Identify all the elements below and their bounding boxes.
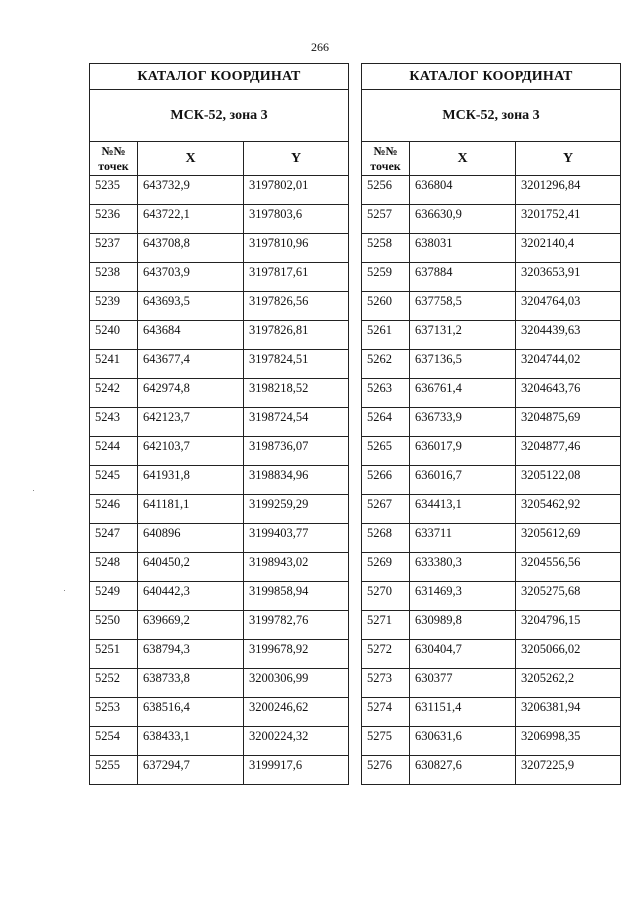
table-row: [362, 350, 621, 379]
point-number-header-line1: №№: [101, 143, 126, 158]
y-coordinate-cell: 3199259,29: [244, 495, 349, 524]
y-coordinate-cell: 3207225,9: [516, 756, 621, 785]
point-number-cell: 5276: [362, 756, 410, 785]
y-coordinate-cell: 3198736,07: [244, 437, 349, 466]
y-coordinate-cell: 3204764,03: [516, 292, 621, 321]
point-number-cell: 5271: [362, 611, 410, 640]
point-number-cell: 5254: [90, 727, 138, 756]
y-coordinate-cell: 3205462,92: [516, 495, 621, 524]
y-coordinate-cell: 3197810,96: [244, 234, 349, 263]
point-number-cell: 5252: [90, 669, 138, 698]
y-coordinate-cell: 3204556,56: [516, 553, 621, 582]
coordinate-system-zone: МСК-52, зона 3: [90, 90, 349, 142]
page-number: 266: [311, 40, 329, 54]
y-coordinate-cell: 3202140,4: [516, 234, 621, 263]
table-row: [362, 379, 621, 408]
table-row: [90, 466, 349, 495]
y-header: Y: [516, 142, 621, 176]
x-coordinate-cell: 641931,8: [138, 466, 244, 495]
x-coordinate-cell: 633711: [410, 524, 516, 553]
point-number-cell: 5244: [90, 437, 138, 466]
table-row: [362, 176, 621, 205]
point-number-cell: 5235: [90, 176, 138, 205]
point-number-cell: 5262: [362, 350, 410, 379]
x-coordinate-cell: 638031: [410, 234, 516, 263]
y-coordinate-cell: 3199678,92: [244, 640, 349, 669]
y-coordinate-cell: 3201296,84: [516, 176, 621, 205]
x-coordinate-cell: 630989,8: [410, 611, 516, 640]
point-number-cell: 5266: [362, 466, 410, 495]
table-row: [362, 669, 621, 698]
point-number-cell: 5273: [362, 669, 410, 698]
table-row: [90, 698, 349, 727]
point-number-cell: 5272: [362, 640, 410, 669]
y-coordinate-cell: 3204744,02: [516, 350, 621, 379]
x-coordinate-cell: 637131,2: [410, 321, 516, 350]
x-coordinate-cell: 631151,4: [410, 698, 516, 727]
table-row: [90, 495, 349, 524]
y-coordinate-cell: 3199858,94: [244, 582, 349, 611]
catalog-title: КАТАЛОГ КООРДИНАТ: [90, 64, 349, 90]
x-coordinate-cell: 637136,5: [410, 350, 516, 379]
point-number-header: [90, 142, 138, 176]
x-coordinate-cell: 631469,3: [410, 582, 516, 611]
x-coordinate-cell: 637884: [410, 263, 516, 292]
point-number-header: [362, 142, 410, 176]
point-number-cell: 5247: [90, 524, 138, 553]
x-coordinate-cell: 640450,2: [138, 553, 244, 582]
point-number-cell: 5274: [362, 698, 410, 727]
y-coordinate-cell: 3204439,63: [516, 321, 621, 350]
point-number-cell: 5248: [90, 553, 138, 582]
table-row: [362, 524, 621, 553]
point-number-cell: 5261: [362, 321, 410, 350]
x-coordinate-cell: 643722,1: [138, 205, 244, 234]
table-row: [362, 408, 621, 437]
table-row: [362, 698, 621, 727]
point-number-cell: 5269: [362, 553, 410, 582]
point-number-cell: 5270: [362, 582, 410, 611]
x-coordinate-cell: 643684: [138, 321, 244, 350]
x-coordinate-cell: 642974,8: [138, 379, 244, 408]
catalog-title: КАТАЛОГ КООРДИНАТ: [362, 64, 621, 90]
y-coordinate-cell: 3205262,2: [516, 669, 621, 698]
point-number-header-line2: точек: [370, 158, 401, 173]
y-coordinate-cell: 3198724,54: [244, 408, 349, 437]
table-row: [90, 234, 349, 263]
table-row: [90, 582, 349, 611]
point-number-cell: 5263: [362, 379, 410, 408]
y-coordinate-cell: 3203653,91: [516, 263, 621, 292]
table-row: [90, 437, 349, 466]
point-number-cell: 5255: [90, 756, 138, 785]
point-number-cell: 5267: [362, 495, 410, 524]
y-coordinate-cell: 3198834,96: [244, 466, 349, 495]
y-coordinate-cell: 3198943,02: [244, 553, 349, 582]
table-row: [90, 263, 349, 292]
table-row: [362, 756, 621, 785]
y-coordinate-cell: 3197824,51: [244, 350, 349, 379]
point-number-header-line1: №№: [373, 143, 398, 158]
table-body: [90, 176, 349, 785]
y-coordinate-cell: 3197803,6: [244, 205, 349, 234]
margin-speck: [33, 490, 34, 491]
table-row: [362, 611, 621, 640]
table-row: [90, 553, 349, 582]
x-coordinate-cell: 634413,1: [410, 495, 516, 524]
y-coordinate-cell: 3201752,41: [516, 205, 621, 234]
y-coordinate-cell: 3206998,35: [516, 727, 621, 756]
point-number-cell: 5249: [90, 582, 138, 611]
table-row: [90, 176, 349, 205]
x-coordinate-cell: 640442,3: [138, 582, 244, 611]
point-number-cell: 5241: [90, 350, 138, 379]
point-number-cell: 5257: [362, 205, 410, 234]
x-coordinate-cell: 639669,2: [138, 611, 244, 640]
table-row: [362, 466, 621, 495]
table-body: [362, 176, 621, 785]
y-coordinate-cell: 3205066,02: [516, 640, 621, 669]
point-number-cell: 5242: [90, 379, 138, 408]
x-coordinate-cell: 630404,7: [410, 640, 516, 669]
x-coordinate-cell: 636016,7: [410, 466, 516, 495]
table-row: [362, 234, 621, 263]
coordinate-system-zone: МСК-52, зона 3: [362, 90, 621, 142]
x-coordinate-cell: 637758,5: [410, 292, 516, 321]
x-coordinate-cell: 630827,6: [410, 756, 516, 785]
point-number-cell: 5275: [362, 727, 410, 756]
point-number-cell: 5238: [90, 263, 138, 292]
x-coordinate-cell: 630631,6: [410, 727, 516, 756]
point-number-cell: 5236: [90, 205, 138, 234]
coordinate-catalog-right: [361, 63, 621, 785]
x-coordinate-cell: 643693,5: [138, 292, 244, 321]
x-coordinate-cell: 636017,9: [410, 437, 516, 466]
x-coordinate-cell: 638794,3: [138, 640, 244, 669]
y-coordinate-cell: 3200306,99: [244, 669, 349, 698]
point-number-cell: 5246: [90, 495, 138, 524]
table-row: [90, 379, 349, 408]
y-coordinate-cell: 3197802,01: [244, 176, 349, 205]
x-coordinate-cell: 636630,9: [410, 205, 516, 234]
y-coordinate-cell: 3199782,76: [244, 611, 349, 640]
x-coordinate-cell: 643732,9: [138, 176, 244, 205]
y-coordinate-cell: 3197826,81: [244, 321, 349, 350]
x-header: X: [138, 142, 244, 176]
table-row: [90, 350, 349, 379]
y-coordinate-cell: 3198218,52: [244, 379, 349, 408]
margin-speck: [64, 590, 65, 591]
table-row: [362, 292, 621, 321]
x-coordinate-cell: 636733,9: [410, 408, 516, 437]
y-header: Y: [244, 142, 349, 176]
point-number-header-line2: точек: [98, 158, 129, 173]
table-row: [362, 495, 621, 524]
x-header: X: [410, 142, 516, 176]
table-row: [90, 611, 349, 640]
x-coordinate-cell: 641181,1: [138, 495, 244, 524]
y-coordinate-cell: 3205122,08: [516, 466, 621, 495]
y-coordinate-cell: 3204875,69: [516, 408, 621, 437]
y-coordinate-cell: 3199917,6: [244, 756, 349, 785]
y-coordinate-cell: 3200224,32: [244, 727, 349, 756]
x-coordinate-cell: 633380,3: [410, 553, 516, 582]
table-row: [90, 524, 349, 553]
y-coordinate-cell: 3205275,68: [516, 582, 621, 611]
table-row: [90, 756, 349, 785]
y-coordinate-cell: 3197826,56: [244, 292, 349, 321]
x-coordinate-cell: 643708,8: [138, 234, 244, 263]
y-coordinate-cell: 3200246,62: [244, 698, 349, 727]
table-row: [362, 640, 621, 669]
x-coordinate-cell: 642103,7: [138, 437, 244, 466]
point-number-cell: 5239: [90, 292, 138, 321]
x-coordinate-cell: 637294,7: [138, 756, 244, 785]
point-number-cell: 5258: [362, 234, 410, 263]
y-coordinate-cell: 3204796,15: [516, 611, 621, 640]
x-coordinate-cell: 638733,8: [138, 669, 244, 698]
coordinate-catalog-left: [89, 63, 349, 785]
x-coordinate-cell: 643703,9: [138, 263, 244, 292]
point-number-cell: 5250: [90, 611, 138, 640]
point-number-cell: 5256: [362, 176, 410, 205]
table-row: [90, 408, 349, 437]
table-row: [90, 669, 349, 698]
point-number-cell: 5251: [90, 640, 138, 669]
table-row: [362, 437, 621, 466]
point-number-cell: 5259: [362, 263, 410, 292]
table-row: [90, 321, 349, 350]
x-coordinate-cell: 642123,7: [138, 408, 244, 437]
table-row: [362, 553, 621, 582]
point-number-cell: 5268: [362, 524, 410, 553]
y-coordinate-cell: 3199403,77: [244, 524, 349, 553]
table-row: [362, 263, 621, 292]
x-coordinate-cell: 638433,1: [138, 727, 244, 756]
point-number-cell: 5243: [90, 408, 138, 437]
table-row: [90, 205, 349, 234]
y-coordinate-cell: 3206381,94: [516, 698, 621, 727]
table-row: [90, 640, 349, 669]
y-coordinate-cell: 3197817,61: [244, 263, 349, 292]
table-row: [90, 292, 349, 321]
point-number-cell: 5253: [90, 698, 138, 727]
point-number-cell: 5260: [362, 292, 410, 321]
table-row: [90, 727, 349, 756]
y-coordinate-cell: 3204643,76: [516, 379, 621, 408]
table-row: [362, 727, 621, 756]
x-coordinate-cell: 636761,4: [410, 379, 516, 408]
x-coordinate-cell: 640896: [138, 524, 244, 553]
table-row: [362, 205, 621, 234]
table-row: [362, 582, 621, 611]
x-coordinate-cell: 643677,4: [138, 350, 244, 379]
point-number-cell: 5264: [362, 408, 410, 437]
y-coordinate-cell: 3204877,46: [516, 437, 621, 466]
x-coordinate-cell: 638516,4: [138, 698, 244, 727]
point-number-cell: 5265: [362, 437, 410, 466]
point-number-cell: 5237: [90, 234, 138, 263]
point-number-cell: 5240: [90, 321, 138, 350]
x-coordinate-cell: 636804: [410, 176, 516, 205]
x-coordinate-cell: 630377: [410, 669, 516, 698]
table-row: [362, 321, 621, 350]
point-number-cell: 5245: [90, 466, 138, 495]
y-coordinate-cell: 3205612,69: [516, 524, 621, 553]
